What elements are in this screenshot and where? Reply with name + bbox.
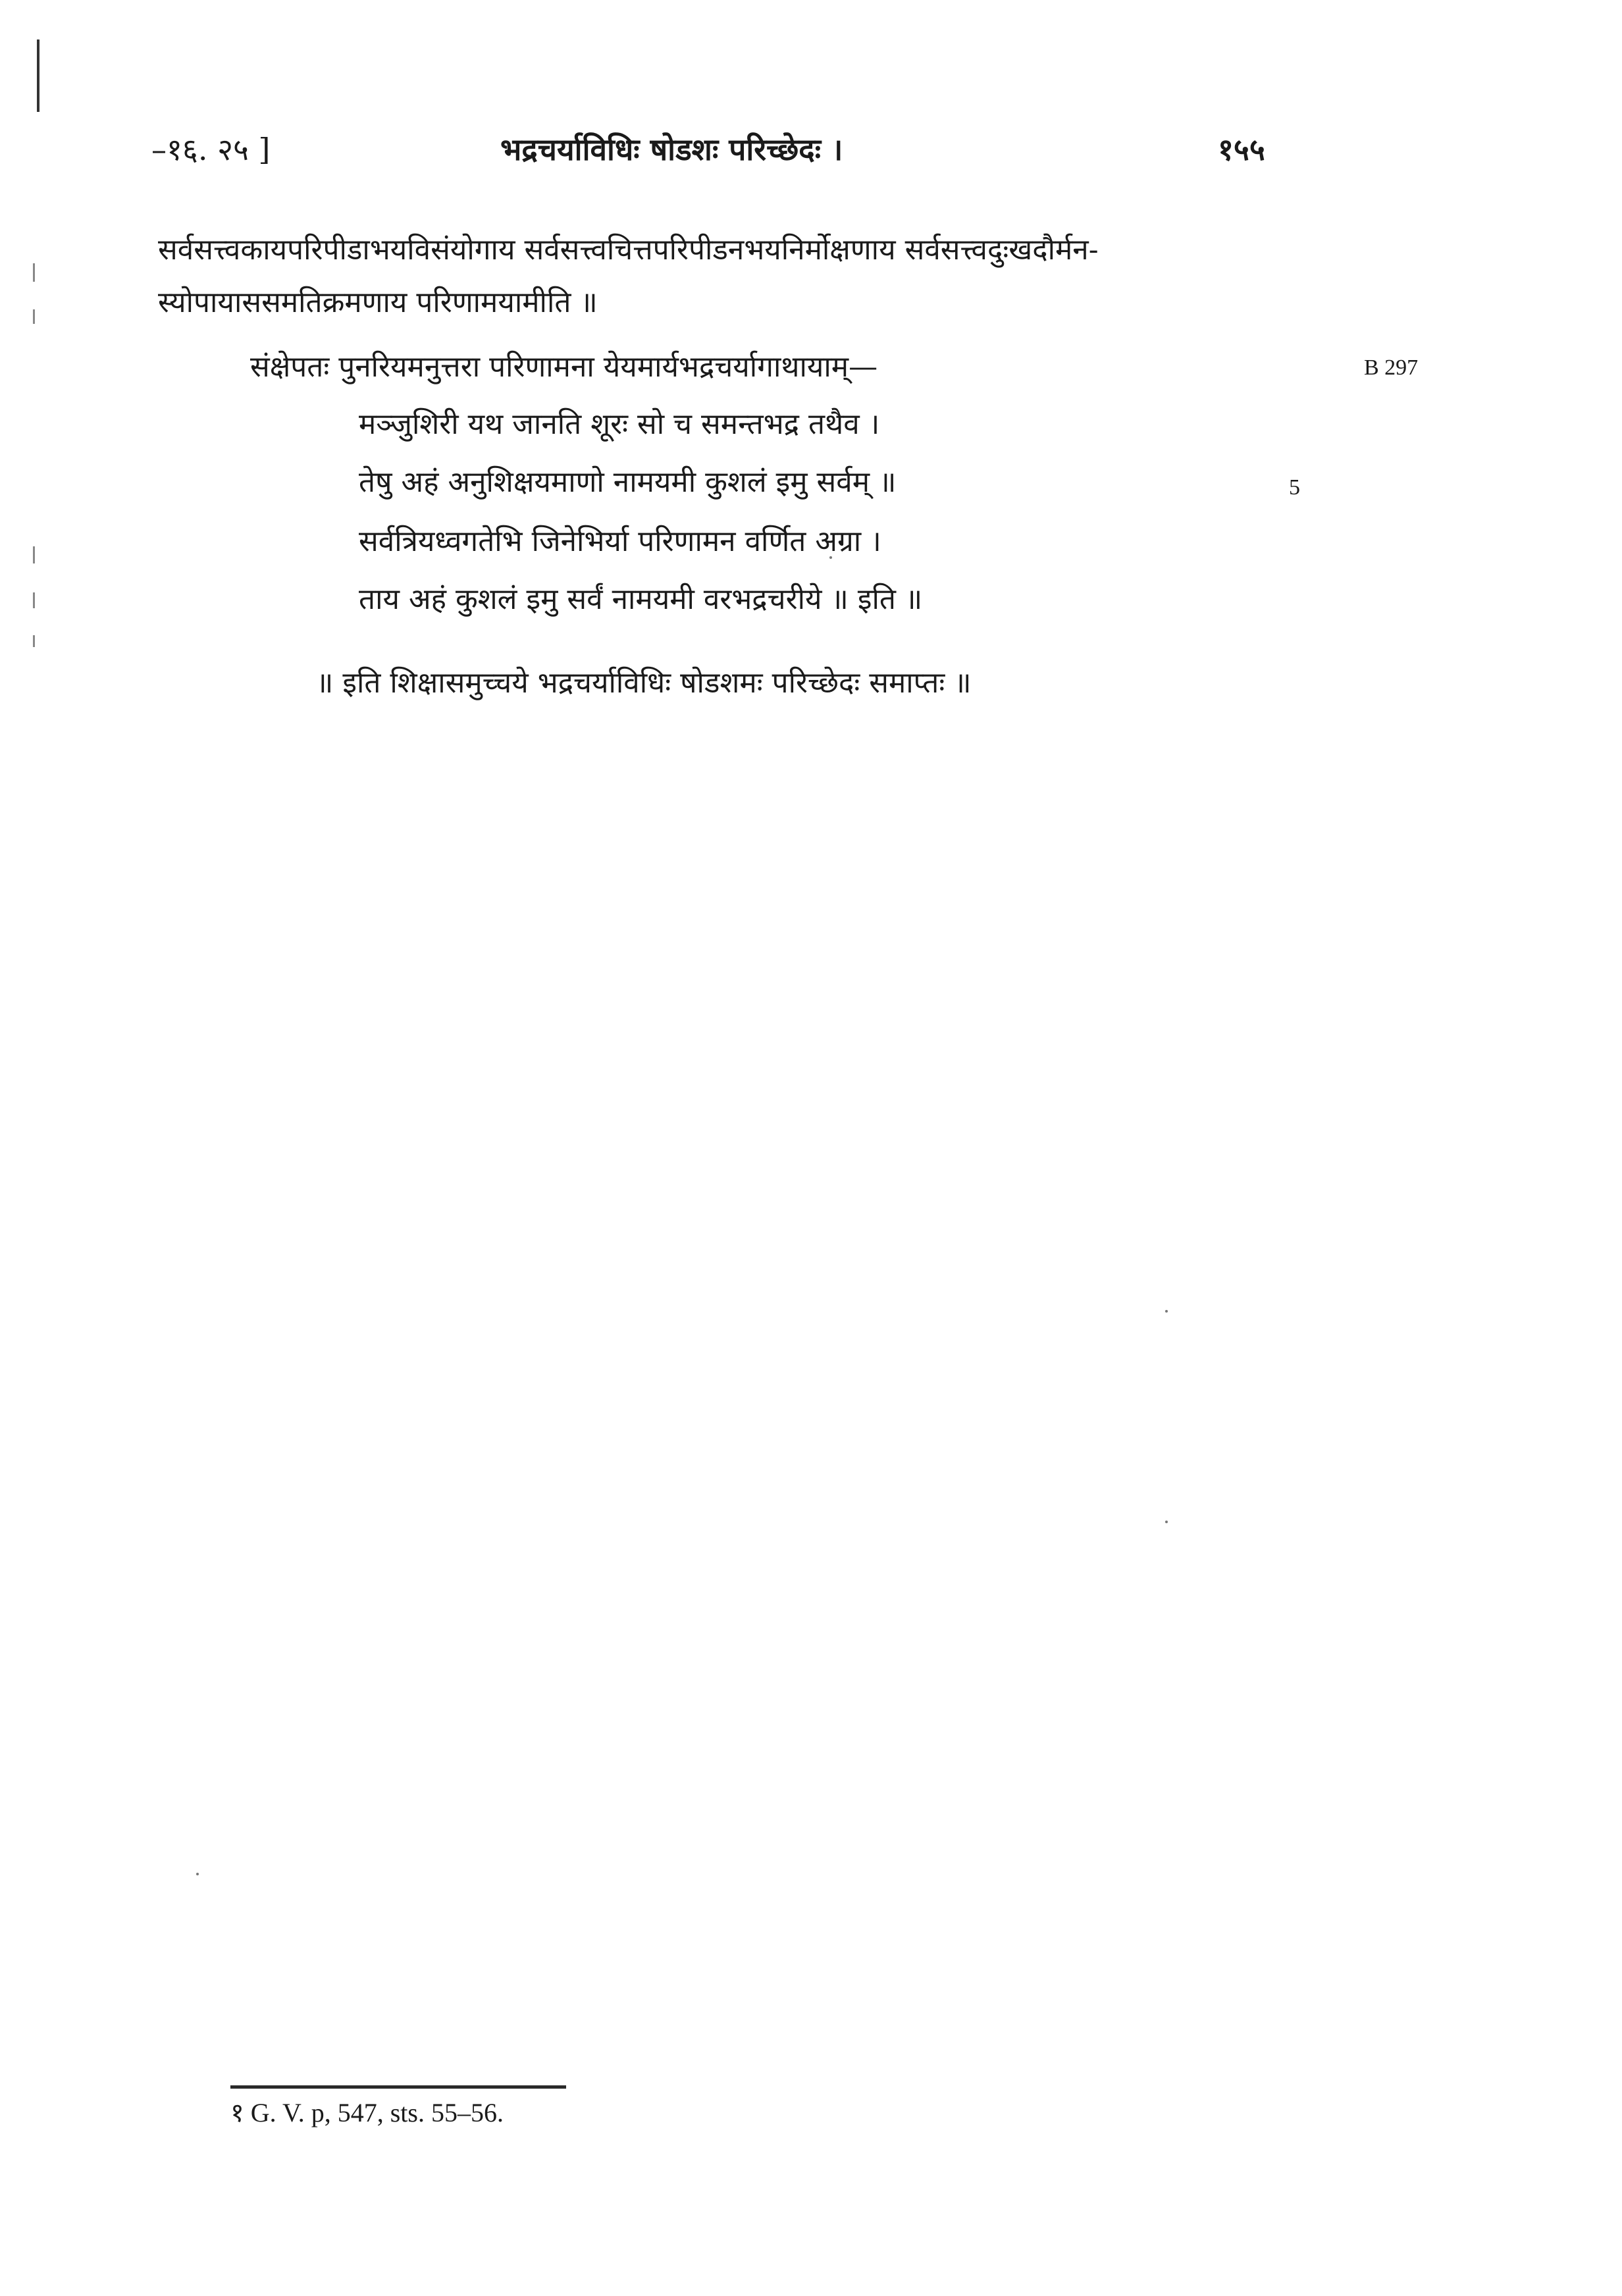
- scan-tick: [33, 635, 35, 647]
- speck: [196, 1873, 199, 1875]
- page-number: १५५: [1218, 132, 1265, 167]
- speck: [1165, 1521, 1168, 1523]
- footnote-rule: [230, 2085, 566, 2089]
- prose-line: स्योपायाससमतिक्रमणाय परिणामयामीति ॥: [158, 286, 598, 319]
- scan-tick: [33, 592, 35, 608]
- scan-tick: [33, 546, 35, 563]
- line-number: 5: [1289, 475, 1300, 500]
- footnote: १ G. V. p, 547, sts. 55–56.: [230, 2098, 504, 2127]
- chapter-colophon: ॥ इति शिक्षासमुच्चये भद्रचर्याविधिः षोडशमः परिच्छेदः समाप्तः ॥: [316, 666, 972, 700]
- chapter-title: भद्रचर्याविधिः षोडशः परिच्छेदः ।: [500, 132, 843, 167]
- verse-line: मञ्जुशिरी यथ जानति शूरः सो च समन्तभद्र तथैव ।: [359, 407, 880, 441]
- speck: [1165, 1310, 1168, 1313]
- prose-line: सर्वसत्त्वकायपरिपीडाभयविसंयोगाय सर्वसत्त्वचित्तपरिपीडनभयनिर्मोक्षणाय सर्वसत्त्वदुःखदौर्मन-: [158, 233, 1099, 267]
- scan-edge-mark: [37, 39, 39, 112]
- verse-line: सर्वत्रियध्वगतेभि जिनेभिर्या परिणामन वर्णित अग्रा ।: [359, 525, 881, 558]
- verse-introduction: संक्षेपतः पुनरियमनुत्तरा परिणामना येयमार्यभद्रचर्यागाथायाम्—: [250, 350, 878, 384]
- scan-tick: [33, 309, 35, 324]
- running-header: [0, 128, 1622, 174]
- verse-line: तेषु अहं अनुशिक्षयमाणो नामयमी कुशलं इमु सर्वम् ॥: [359, 465, 897, 499]
- section-reference: –१६. २५ ]: [151, 132, 271, 167]
- scan-tick: [33, 263, 35, 282]
- prose-paragraph: [158, 224, 1303, 329]
- verse-line: ताय अहं कुशलं इमु सर्वं नामयमी वरभद्रचरीये ॥ इति ॥: [359, 583, 923, 616]
- margin-reference: B 297: [1364, 355, 1419, 380]
